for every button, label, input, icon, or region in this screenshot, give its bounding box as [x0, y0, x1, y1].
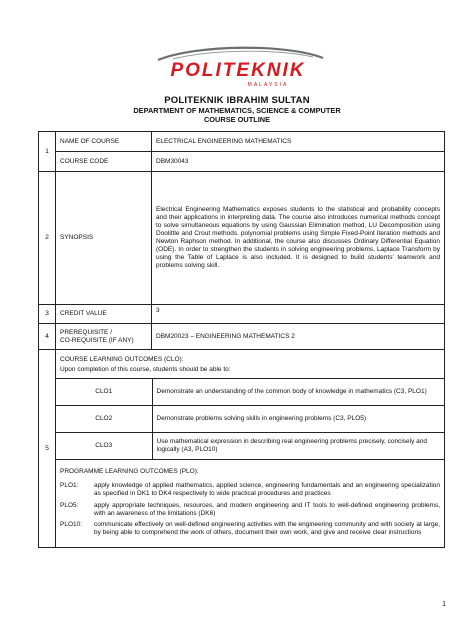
prerequisite-label-line2: CO-REQUISITE (IF ANY): [60, 336, 134, 344]
course-name-value: ELECTRICAL ENGINEERING MATHEMATICS: [152, 132, 445, 152]
plo-code: PLO1:: [60, 481, 79, 489]
page-number: 1: [442, 601, 446, 608]
institution-title: POLITEKNIK IBRAHIM SULTAN: [164, 95, 310, 106]
document-type-title: COURSE OUTLINE: [203, 115, 271, 124]
course-code-label: COURSE CODE: [56, 152, 152, 172]
politeknik-logo: [118, 42, 358, 92]
plo-heading: PROGRAMME LEARNING OUTCOMES (PLO):: [60, 467, 199, 475]
clo-description: Demonstrate problems solving skills in engineering problems (C3, PLO5): [152, 405, 444, 432]
department-title: DEPARTMENT OF MATHEMATICS, SCIENCE & COMPUTER: [133, 106, 341, 115]
prerequisite-value: DBM20023 – ENGINEERING MATHEMATICS 2: [152, 324, 445, 350]
synopsis-label: SYNOPSIS: [56, 172, 152, 305]
row-number-2: 2: [39, 172, 56, 305]
clo-description: Use mathematical expression in describing real engineering problems precisely, concisely and logically (A3, PLO10): [152, 432, 444, 459]
clo-row: [56, 378, 444, 405]
credit-value: 3: [152, 305, 445, 324]
row-number-3: 3: [39, 305, 56, 324]
plo-description: apply appropriate techniques, resources, and modern engineering and IT tools to well-defined engineering problems, with an awareness of the limitations (DK6): [94, 501, 440, 517]
plo-item: [56, 500, 444, 520]
prerequisite-label-line1: PREREQUISITE /: [60, 328, 113, 336]
logo-subtext: MALAYSIA: [247, 82, 289, 88]
clo-table: [56, 378, 444, 460]
clo-row: [56, 405, 444, 432]
plo-description: apply knowledge of applied mathematics, applied science, engineering fundamentals and an engineering specialization as specified in DK1 to DK4 respectively to wide practical procedures and practices: [94, 481, 440, 497]
clo-intro: Upon completion of this course, students should be able to:: [60, 365, 231, 373]
synopsis-text: Electrical Engineering Mathematics exposes students to the statistical and probability concepts and their applications in interpreting data. The course also introduces numerical methods concept to solve simultaneous equations by using Gaussian Elimination method, LU Decomposition using Doolittle and Crout methods. polynomial problems using Simple Fixed-Point Iteration methods and Newton Raphson method. In additional, the course also discusses Ordinary Differential Equation (ODE). In order to strengthen the students in solving engineering problems, Laplace Transform by using the Table of Laplace is also included. It is designed to build students' teamwork and problems solving skill.: [152, 172, 445, 305]
row-number-1: 1: [39, 132, 56, 172]
logo-wordmark: POLITEKNIK: [170, 60, 306, 81]
clo-code: CLO3: [56, 432, 152, 459]
course-outline-table: [38, 131, 445, 548]
clo-code: CLO1: [56, 378, 152, 405]
clo-heading: COURSE LEARNING OUTCOMES (CLO):: [60, 356, 184, 363]
prerequisite-label: [56, 324, 152, 350]
course-code-value: DBM30043: [152, 152, 445, 172]
plo-item: [56, 519, 444, 547]
clo-code: CLO2: [56, 405, 152, 432]
course-name-label: NAME OF COURSE: [56, 132, 152, 152]
clo-row: [56, 432, 444, 459]
row-number-5: 5: [39, 350, 56, 548]
credit-value-label: CREDIT VALUE: [56, 305, 152, 324]
plo-code: PLO10:: [60, 521, 83, 529]
learning-outcomes-cell: [56, 350, 445, 548]
plo-code: PLO5:: [60, 501, 79, 509]
clo-description: Demonstrate an understanding of the common body of knowledge in mathematics (C3, PLO1): [152, 378, 444, 405]
plo-item: [56, 480, 444, 500]
row-number-4: 4: [39, 324, 56, 350]
plo-description: communicate effectively on well-defined engineering activities with the engineering community and with society at large, by being able to comprehend the work of others, document their own work, and give and receive clear instructions: [94, 521, 440, 537]
